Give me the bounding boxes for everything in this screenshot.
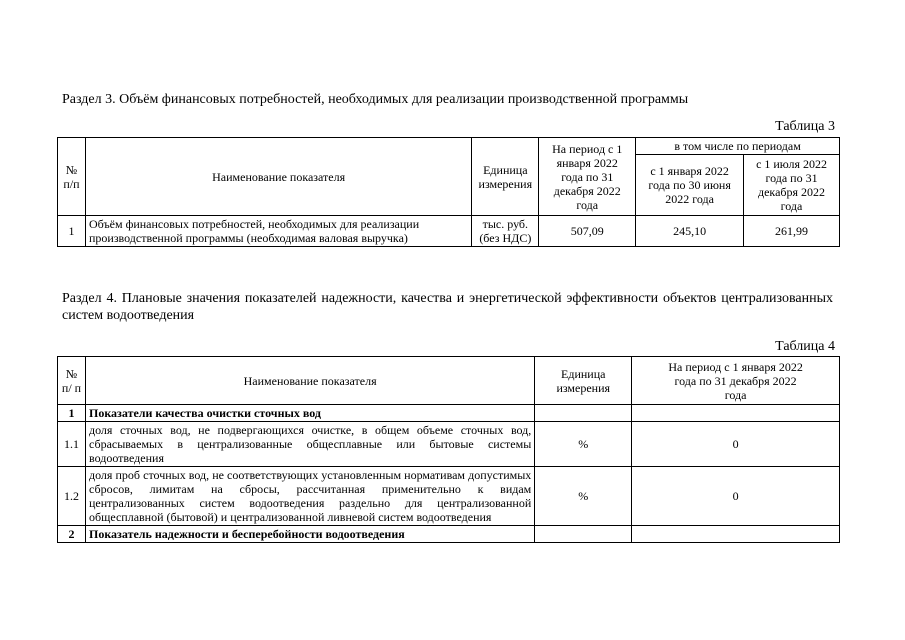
section-3-title: Раздел 3. Объём финансовых потребностей, необходимых для реализации производственной программы xyxy=(62,92,689,107)
header-name: Наименование показателя xyxy=(85,138,471,216)
row-unit xyxy=(535,526,632,543)
header-period-2: с 1 июля 2022 года по 31 декабря 2022 года xyxy=(744,155,840,216)
row-unit: тыс. руб. (без НДС) xyxy=(472,216,539,247)
row-unit: % xyxy=(535,467,632,526)
table-row xyxy=(58,216,840,247)
row-name: Показатели качества очистки сточных вод xyxy=(85,405,534,422)
header-name: Наименование показателя xyxy=(85,357,534,405)
table-row xyxy=(58,422,840,467)
row-num: 2 xyxy=(58,526,86,543)
table-4 xyxy=(57,356,840,543)
header-num: № п/ п xyxy=(58,357,86,405)
row-name: Показатель надежности и бесперебойности водоотведения xyxy=(85,526,534,543)
row-value: 0 xyxy=(632,422,840,467)
row-num: 1.1 xyxy=(58,422,86,467)
table-3 xyxy=(57,137,840,247)
row-unit xyxy=(535,405,632,422)
table-row xyxy=(58,467,840,526)
section-4-title: Раздел 4. Плановые значения показателей надежности, качества и энергетической эффективности объектов централизованных систем водоотведения xyxy=(62,291,833,323)
header-sub-periods: в том числе по периодам xyxy=(636,138,840,155)
row-period-2: 261,99 xyxy=(744,216,840,247)
row-num: 1 xyxy=(58,216,86,247)
row-total: 507,09 xyxy=(539,216,636,247)
row-num: 1 xyxy=(58,405,86,422)
table-row xyxy=(58,405,840,422)
row-period-1: 245,10 xyxy=(636,216,744,247)
row-num: 1.2 xyxy=(58,467,86,526)
table-4-label: Таблица 4 xyxy=(775,339,835,354)
table-3-label: Таблица 3 xyxy=(775,119,835,134)
header-unit: Единица измерения xyxy=(535,357,632,405)
row-name: Объём финансовых потребностей, необходимых для реализации производственной программы (необходимая валовая выручка) xyxy=(85,216,471,247)
header-period-1: с 1 января 2022 года по 30 июня 2022 года xyxy=(636,155,744,216)
row-value: 0 xyxy=(632,467,840,526)
row-value xyxy=(632,526,840,543)
header-period: На период с 1 января 2022 года по 31 декабря 2022 года xyxy=(632,357,840,405)
table-row xyxy=(58,526,840,543)
row-name: доля сточных вод, не подвергающихся очистке, в общем объеме сточных вод, сбрасываемых в централизованные общесплавные или бытовые системы водоотведения xyxy=(85,422,534,467)
header-unit: Единица измерения xyxy=(472,138,539,216)
header-num: № п/п xyxy=(58,138,86,216)
header-period: На период с 1 января 2022 года по 31 декабря 2022 года xyxy=(539,138,636,216)
row-value xyxy=(632,405,840,422)
row-name: доля проб сточных вод, не соответствующих установленным нормативам допустимых сбросов, лимитам на сбросы, рассчитанная применительно к видам централизованных систем водоотведения раздельно для централизованной общесплавной (бытовой) и централизованной ливневой систем водоотведения xyxy=(85,467,534,526)
row-unit: % xyxy=(535,422,632,467)
